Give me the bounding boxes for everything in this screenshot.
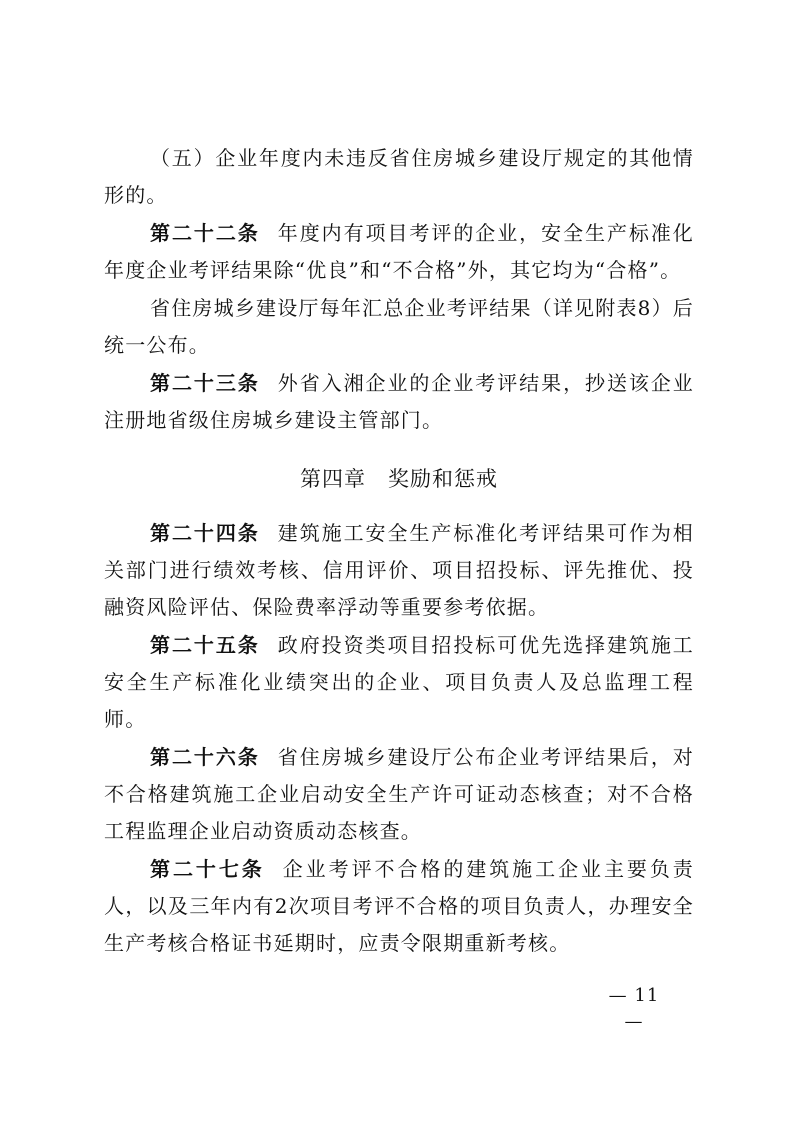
article-number: 第二十二条 [150, 221, 260, 245]
article-number: 第二十五条 [150, 633, 260, 657]
chapter-title: 第四章 奖励和惩戒 [300, 467, 498, 491]
article-text: 企业考评不合格的建筑施工企业主要负责人，以及三年内有2次项目考评不合格的项目负责人，办理安全生产考核合格证书延期时，应责令限期重新考核。 [104, 857, 694, 955]
article-number: 第二十四条 [150, 521, 260, 545]
article-text: 外省入湘企业的企业考评结果，抄送该企业注册地省级住房城乡建设主管部门。 [104, 371, 695, 432]
article-text: 政府投资类项目招投标可优先选择建筑施工安全生产标准化业绩突出的企业、项目负责人及总监理工程师。 [104, 633, 695, 731]
paragraph-item-five [104, 140, 694, 214]
document-body [104, 140, 694, 962]
article-25 [104, 627, 694, 738]
article-27 [104, 851, 694, 962]
article-26 [104, 739, 694, 850]
article-number: 第二十三条 [150, 371, 260, 395]
article-text: 年度内有项目考评的企业，安全生产标准化年度企业考评结果除“优良”和“不合格”外，其它均为“合格”。 [104, 221, 695, 282]
paragraph-publication [104, 290, 694, 364]
page-number: — 11 — [608, 985, 660, 1032]
paragraph-text: 省住房城乡建设厅每年汇总企业考评结果（详见附表8）后统一公布。 [104, 296, 694, 357]
article-23 [104, 365, 694, 439]
article-number: 第二十七条 [150, 857, 265, 881]
paragraph-text: （五）企业年度内未违反省住房城乡建设厅规定的其他情形的。 [104, 146, 694, 207]
article-text: 建筑施工安全生产标准化考评结果可作为相关部门进行绩效考核、信用评价、项目招投标、评先推优、投融资风险评估、保险费率浮动等重要参考依据。 [104, 521, 695, 619]
article-24 [104, 515, 694, 626]
article-number: 第二十六条 [150, 745, 260, 769]
article-text: 省住房城乡建设厅公布企业考评结果后，对不合格建筑施工企业启动安全生产许可证动态核查；对不合格工程监理企业启动资质动态核查。 [104, 745, 695, 843]
article-22 [104, 215, 694, 289]
